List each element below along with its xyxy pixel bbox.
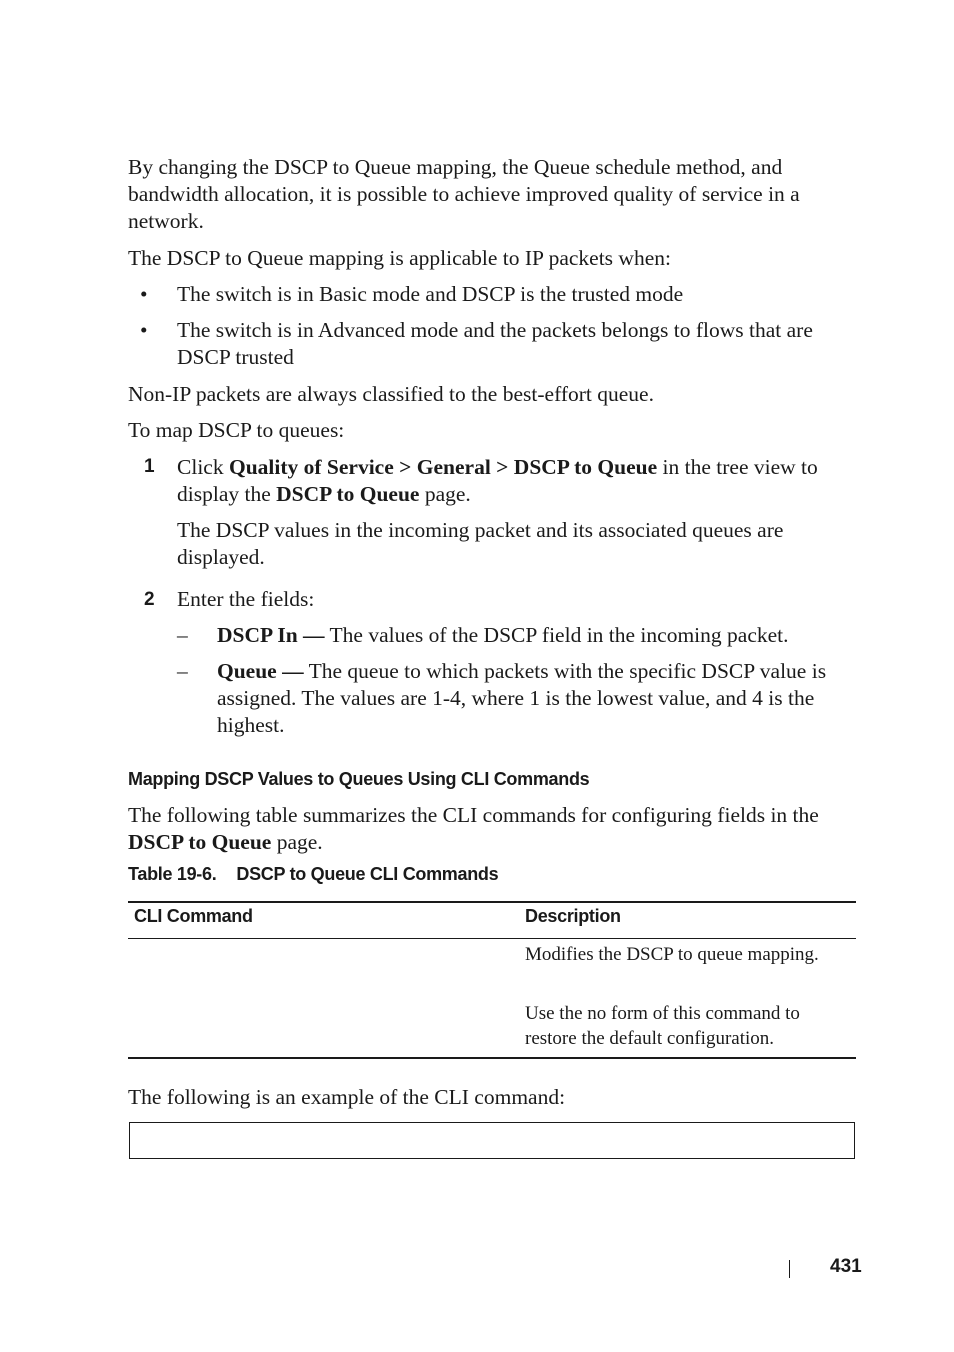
page-number: 431 <box>830 1256 862 1277</box>
step-number: 1 <box>144 456 155 477</box>
intro-paragraph: By changing the DSCP to Queue mapping, the Queue schedule method, and bandwidth allocation, it is possible to achieve improved quality of service in a network. <box>128 155 800 233</box>
dash-symbol: – <box>177 623 188 647</box>
table-caption <box>128 864 498 885</box>
procedure-intro: To map DSCP to queues: <box>128 418 345 442</box>
dash-symbol: – <box>177 659 188 683</box>
bullet-item: The switch is in Advanced mode and the packets belongs to flows that are DSCP trusted <box>177 318 813 369</box>
page-name: DSCP to Queue <box>128 830 272 854</box>
step-1-click: Click <box>177 455 229 479</box>
bullet-symbol: • <box>140 282 148 306</box>
table-header-rule <box>128 938 856 939</box>
bullet-symbol: • <box>140 318 148 342</box>
example-intro: The following is an example of the CLI command: <box>128 1085 566 1109</box>
section-text-end: page. <box>271 830 323 854</box>
bullet-item: The switch is in Basic mode and DSCP is the trusted mode <box>177 282 684 306</box>
applicability-paragraph: The DSCP to Queue mapping is applicable to IP packets when: <box>128 246 671 270</box>
step-1-end: page. <box>419 482 471 506</box>
table-bottom-rule <box>128 1057 856 1059</box>
footer-divider <box>789 1260 790 1278</box>
table-caption-title: DSCP to Queue CLI Commands <box>236 864 499 884</box>
table-top-rule <box>128 901 856 903</box>
step-2-text: Enter the fields: <box>177 587 315 611</box>
field-text: The values of the DSCP field in the incoming packet. <box>324 623 789 647</box>
table-cell-description: Modifies the DSCP to queue mapping. <box>525 944 819 965</box>
section-heading: Mapping DSCP Values to Queues Using CLI Commands <box>128 769 590 789</box>
code-example-text <box>130 1123 854 1135</box>
field-text: The queue to which packets with the specific DSCP value is assigned. The values are 1-4, where 1 is the lowest value, and 4 is the highest. <box>217 659 827 737</box>
step-1-note: The DSCP values in the incoming packet and its associated queues are displayed. <box>177 518 784 569</box>
field-description <box>217 658 857 739</box>
table-cell-description: Use the no form of this command to restore the default configuration. <box>525 1003 800 1049</box>
non-ip-paragraph: Non-IP packets are always classified to the best-effort queue. <box>128 382 654 406</box>
table-header-command: CLI Command <box>134 906 253 926</box>
section-text: The following table summarizes the CLI commands for configuring fields in the <box>128 803 819 827</box>
table-caption-number: Table 19-6. <box>128 864 217 884</box>
code-example-box <box>129 1122 855 1159</box>
table-header-description: Description <box>525 906 621 926</box>
step-1-text <box>177 454 857 508</box>
section-paragraph <box>128 802 858 856</box>
field-description <box>217 622 857 649</box>
step-number: 2 <box>144 589 155 610</box>
field-name: DSCP In — <box>217 623 325 647</box>
page-name: DSCP to Queue <box>276 482 420 506</box>
step-1-mid: in the tree view to display the <box>177 455 818 506</box>
menu-path: Quality of Service > General > DSCP to Queue <box>228 455 658 479</box>
field-name: Queue — <box>217 659 304 683</box>
